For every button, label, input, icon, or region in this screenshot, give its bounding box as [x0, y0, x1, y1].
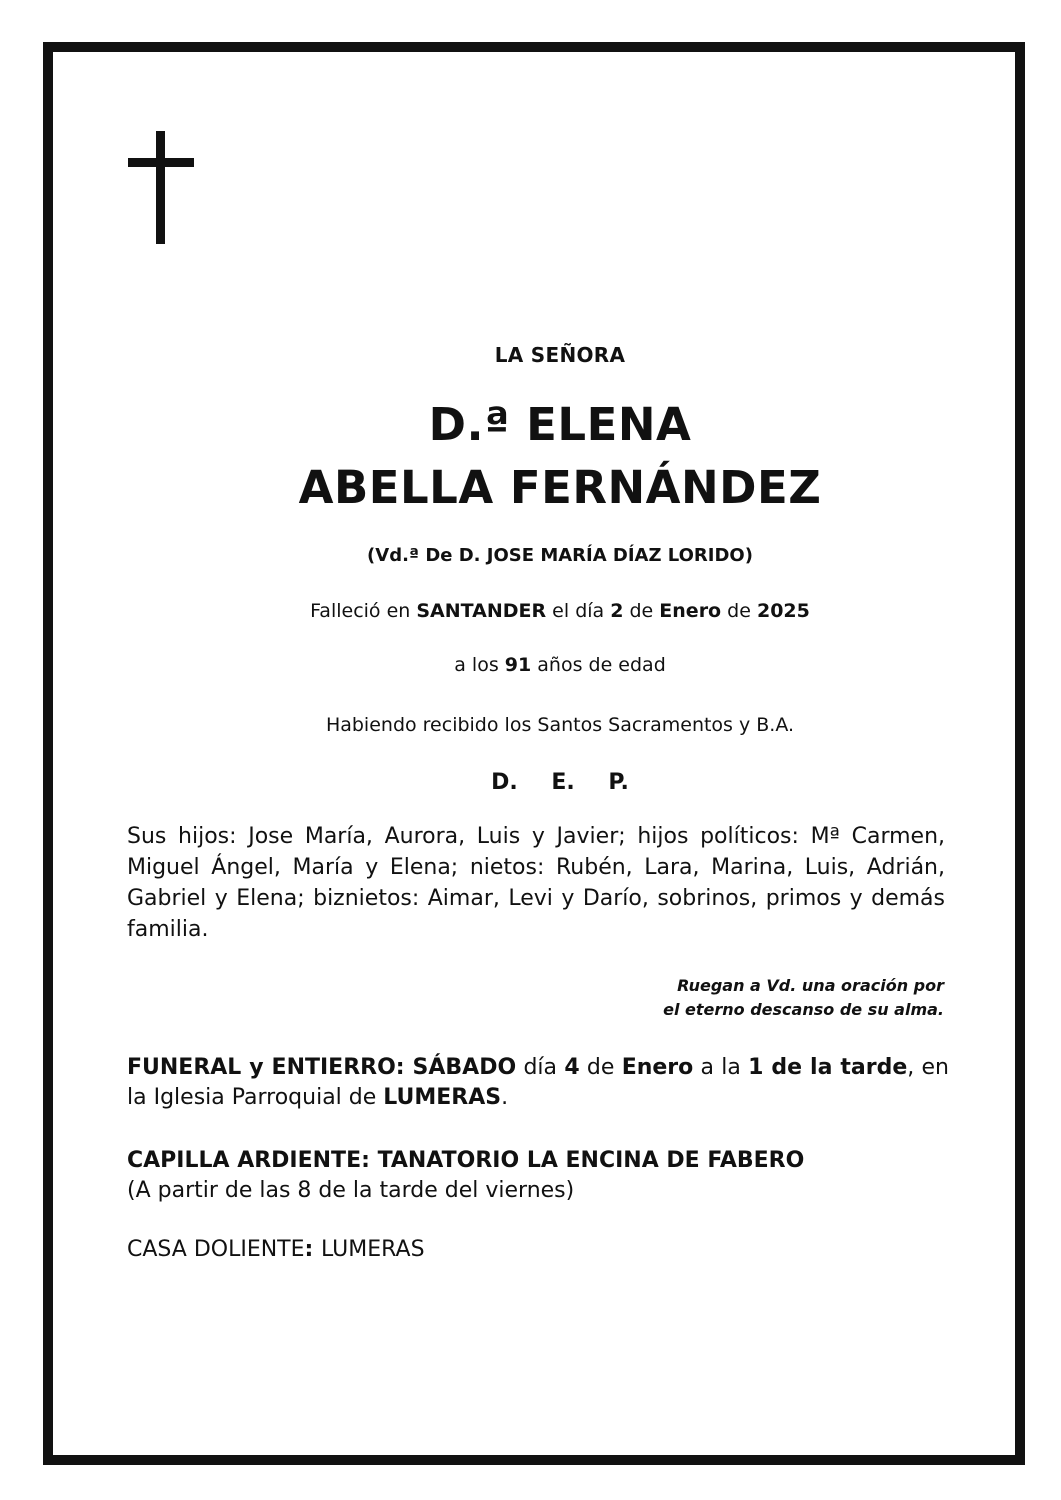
death-place: SANTANDER — [416, 600, 547, 622]
title-prefix: LA SEÑORA — [494, 343, 626, 367]
funeral-t2: de — [579, 1055, 622, 1080]
funeral-t1: día — [516, 1055, 565, 1080]
prayer-line2: el eterno descanso de su alma. — [663, 1000, 944, 1019]
age-years: 91 — [504, 654, 532, 676]
death-text3: de — [623, 600, 660, 622]
capilla-note: (A partir de las 8 de la tarde del viernes) — [127, 1178, 575, 1203]
death-text1: Falleció en — [310, 600, 417, 622]
funeral-month: Enero — [621, 1055, 694, 1080]
funeral-t3: a la — [693, 1055, 749, 1080]
death-month: Enero — [659, 600, 722, 622]
age-line — [60, 654, 1060, 676]
cross-vertical-bar — [156, 131, 165, 244]
prayer-line1: Ruegan a Vd. una oración por — [677, 976, 944, 995]
sacraments-line: Habiendo recibido los Santos Sacramentos y B.A. — [325, 714, 795, 736]
death-line — [60, 600, 1060, 622]
deceased-name-line1: D.ª ELENA — [428, 398, 692, 451]
capilla-label: CAPILLA ARDIENTE — [127, 1148, 362, 1173]
death-text4: de — [721, 600, 757, 622]
capilla-section — [127, 1146, 949, 1206]
funeral-label: FUNERAL y ENTIERRO — [127, 1055, 396, 1080]
dep-line: D. E. P. — [491, 770, 629, 795]
funeral-colon: : — [395, 1055, 413, 1080]
deceased-name-line2: ABELLA FERNÁNDEZ — [298, 461, 822, 514]
casa-doliente-line — [127, 1237, 425, 1262]
funeral-weekday: SÁBADO — [412, 1055, 517, 1080]
family-paragraph: Sus hijos: Jose María, Aurora, Luis y Javier; hijos políticos: Mª Carmen, Miguel Ángel, María y Elena; nietos: Rubén, Lara, Marina, Luis, Adrián, Gabriel y Elena; biznietos: Aimar, Levi y Darío, sobrinos, primos y demás familia. — [127, 824, 945, 942]
death-year: 2025 — [756, 600, 810, 622]
capilla-place: TANATORIO LA ENCINA DE FABERO — [377, 1148, 805, 1173]
capilla-line — [127, 1146, 949, 1176]
funeral-day: 4 — [564, 1055, 580, 1080]
casa-place: LUMERAS — [321, 1237, 425, 1262]
age-text1: a los — [454, 654, 505, 676]
death-day: 2 — [610, 600, 624, 622]
casa-colon: : — [304, 1237, 321, 1262]
casa-label: CASA DOLIENTE — [127, 1237, 305, 1262]
funeral-time: 1 de la tarde — [748, 1055, 908, 1080]
funeral-t5: . — [501, 1085, 509, 1110]
prayer-note — [500, 974, 944, 1022]
capilla-colon: : — [361, 1148, 378, 1173]
funeral-paragraph — [127, 1053, 949, 1113]
cross-icon — [128, 131, 194, 244]
age-text2: años de edad — [531, 654, 666, 676]
funeral-place: LUMERAS — [383, 1085, 502, 1110]
widow-of-line: (Vd.ª De D. JOSE MARÍA DÍAZ LORIDO) — [367, 545, 753, 566]
funeral-t4: , en la Iglesia Parroquial de — [127, 1055, 949, 1110]
cross-horizontal-bar — [128, 158, 194, 167]
death-text2: el día — [546, 600, 611, 622]
